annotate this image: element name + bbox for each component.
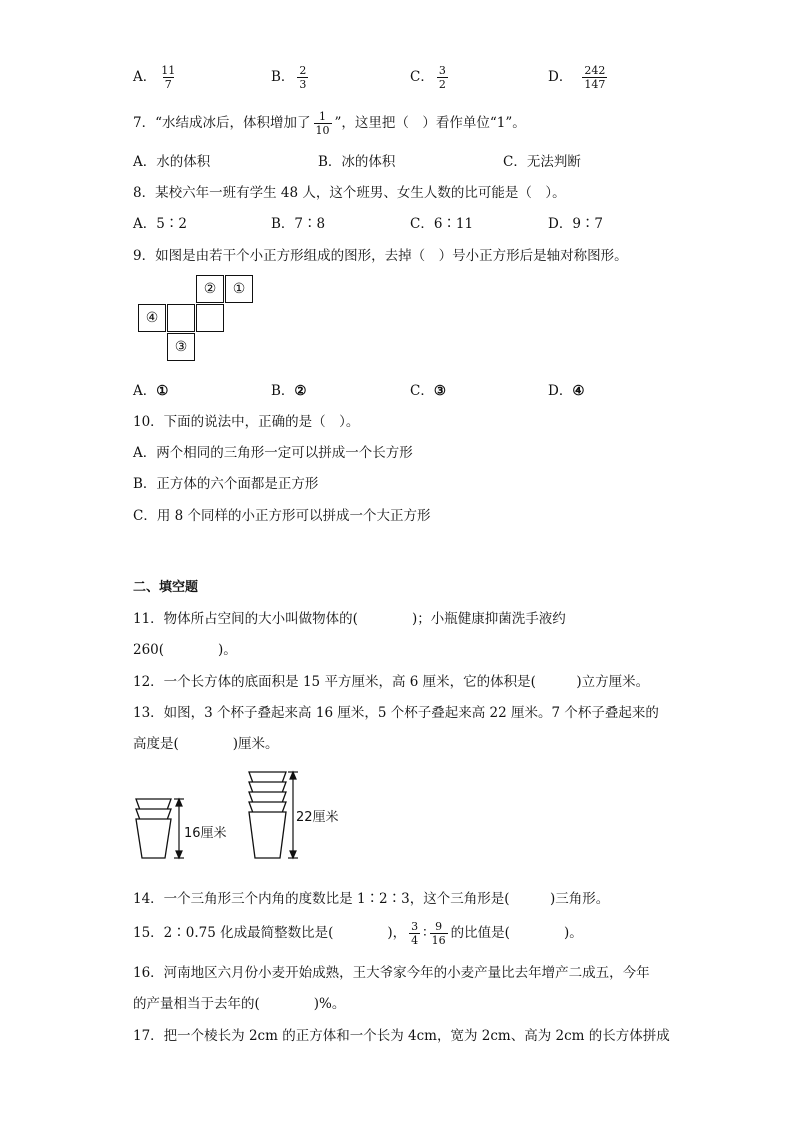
question-text: 15．2∶0.75 化成最简整数比是( )， [133,925,407,941]
cup-rim-icon [249,802,286,813]
question-8: 8．某校六年一班有学生 48 人，这个班男、女生人数的比可能是（ ）。 [133,185,566,201]
denominator: 10 [315,124,330,137]
question-7 [133,110,526,137]
question-16-line2: 的产量相当于去年的( )%。 [133,996,346,1012]
question-16-line1: 16．河南地区六月份小麦开始成熟，王大爷家今年的小麦产量比去年增产二成五，今年 [133,965,650,981]
square-3: ③ [167,333,195,361]
cup-rim-icon [136,809,171,820]
square-2: ② [196,275,224,303]
q8-option-c[interactable]: C．6∶11 [410,216,474,232]
q8-option-d[interactable]: D．9∶7 [548,216,604,232]
q6-option-b[interactable] [271,64,311,91]
square-4: ④ [138,304,166,332]
question-14: 14．一个三角形三个内角的度数比是 1∶2∶3，这个三角形是( )三角形。 [133,891,610,907]
arrow-up-icon [176,799,182,806]
fraction [409,920,420,947]
q7-option-c[interactable]: C．无法判断 [503,154,581,170]
q10-option-a[interactable]: A．两个相同的三角形一定可以拼成一个长方形 [133,445,413,461]
q6-option-c[interactable] [410,64,451,91]
question-11-line2: 260( )。 [133,642,237,658]
q9-option-a[interactable] [133,379,168,399]
denominator: 3 [299,78,307,91]
square-blank-b [196,304,224,332]
option-letter: B． [271,69,295,85]
numerator: 3 [411,920,419,933]
denominator: 7 [164,78,172,91]
fraction [437,64,448,91]
q9-option-b[interactable] [271,379,307,399]
arrow-down-icon [176,851,182,858]
option-symbol: ④ [572,383,585,399]
q6-option-d[interactable] [548,64,610,91]
fraction [314,110,332,137]
fraction [159,64,177,91]
option-letter: A． [133,69,157,85]
numerator: 2 [299,64,307,77]
question-text: 7．“水结成冰后，体积增加了 [133,115,311,131]
q10-option-b[interactable]: B．正方体的六个面都是正方形 [133,476,319,492]
q8-option-b[interactable]: B．7∶8 [271,216,326,232]
cup-rim-icon [136,799,171,810]
q8-option-a[interactable]: A．5∶2 [133,216,187,232]
numerator: 1 [319,110,326,123]
question-15 [133,920,583,947]
question-13-line2: 高度是( )厘米。 [133,736,279,752]
q7-option-a[interactable]: A．水的体积 [133,154,211,170]
option-symbol: ① [156,383,169,399]
cup-rim-icon [249,782,286,793]
denominator: 2 [438,78,446,91]
fraction [582,64,607,91]
option-symbol: ② [294,383,307,399]
cup-height-label-right: 22厘米 [296,810,339,825]
option-letter: B． [271,383,295,399]
numerator: 9 [435,920,443,933]
cup-icon [249,812,286,858]
denominator: 147 [584,78,606,91]
denominator: 16 [431,934,446,947]
option-letter: D． [548,69,573,85]
question-10: 10．下面的说法中，正确的是（ ）。 [133,414,360,430]
question-text: ”，这里把（ ）看作单位“1”。 [334,115,526,131]
numerator: 242 [584,64,606,77]
q7-option-b[interactable]: B．冰的体积 [318,154,396,170]
cup-rim-icon [249,772,286,783]
cup-rim-icon [249,792,286,803]
option-letter: C． [410,383,434,399]
fraction [430,920,448,947]
question-12: 12．一个长方体的底面积是 15 平方厘米，高 6 厘米，它的体积是( )立方厘米。 [133,674,650,690]
option-letter: A． [133,383,157,399]
numerator: 3 [438,64,446,77]
option-letter: C． [410,69,434,85]
cup-height-label-left: 16厘米 [184,826,227,841]
square-blank-a [167,304,195,332]
question-17: 17．把一个棱长为 2cm 的正方体和一个长为 4cm，宽为 2cm、高为 2cm 的长方体拼成 [133,1028,670,1044]
q6-option-a[interactable] [133,64,180,91]
question-text: 的比值是( )。 [450,925,583,941]
q9-option-d[interactable] [548,379,584,399]
denominator: 4 [411,934,419,947]
option-symbol: ③ [433,383,446,399]
arrow-up-icon [290,772,296,779]
square-1: ① [225,275,253,303]
cup-icon [136,819,171,858]
section-title: 二、填空题 [133,580,199,595]
numerator: 11 [161,64,176,77]
fraction [297,64,308,91]
q10-option-c[interactable]: C．用 8 个同样的小正方形可以拼成一个大正方形 [133,508,431,524]
question-11-line1: 11．物体所占空间的大小叫做物体的( )；小瓶健康抑菌洗手液约 [133,611,566,627]
question-9: 9．如图是由若干个小正方形组成的图形，去掉（ ）号小正方形后是轴对称图形。 [133,248,628,264]
ratio-colon: ∶ [423,925,427,941]
option-letter: D． [548,383,573,399]
arrow-down-icon [290,851,296,858]
q9-option-c[interactable] [410,379,446,399]
question-13-line1: 13．如图，3 个杯子叠起来高 16 厘米，5 个杯子叠起来高 22 厘米。7 个杯子叠起来的 [133,705,659,721]
